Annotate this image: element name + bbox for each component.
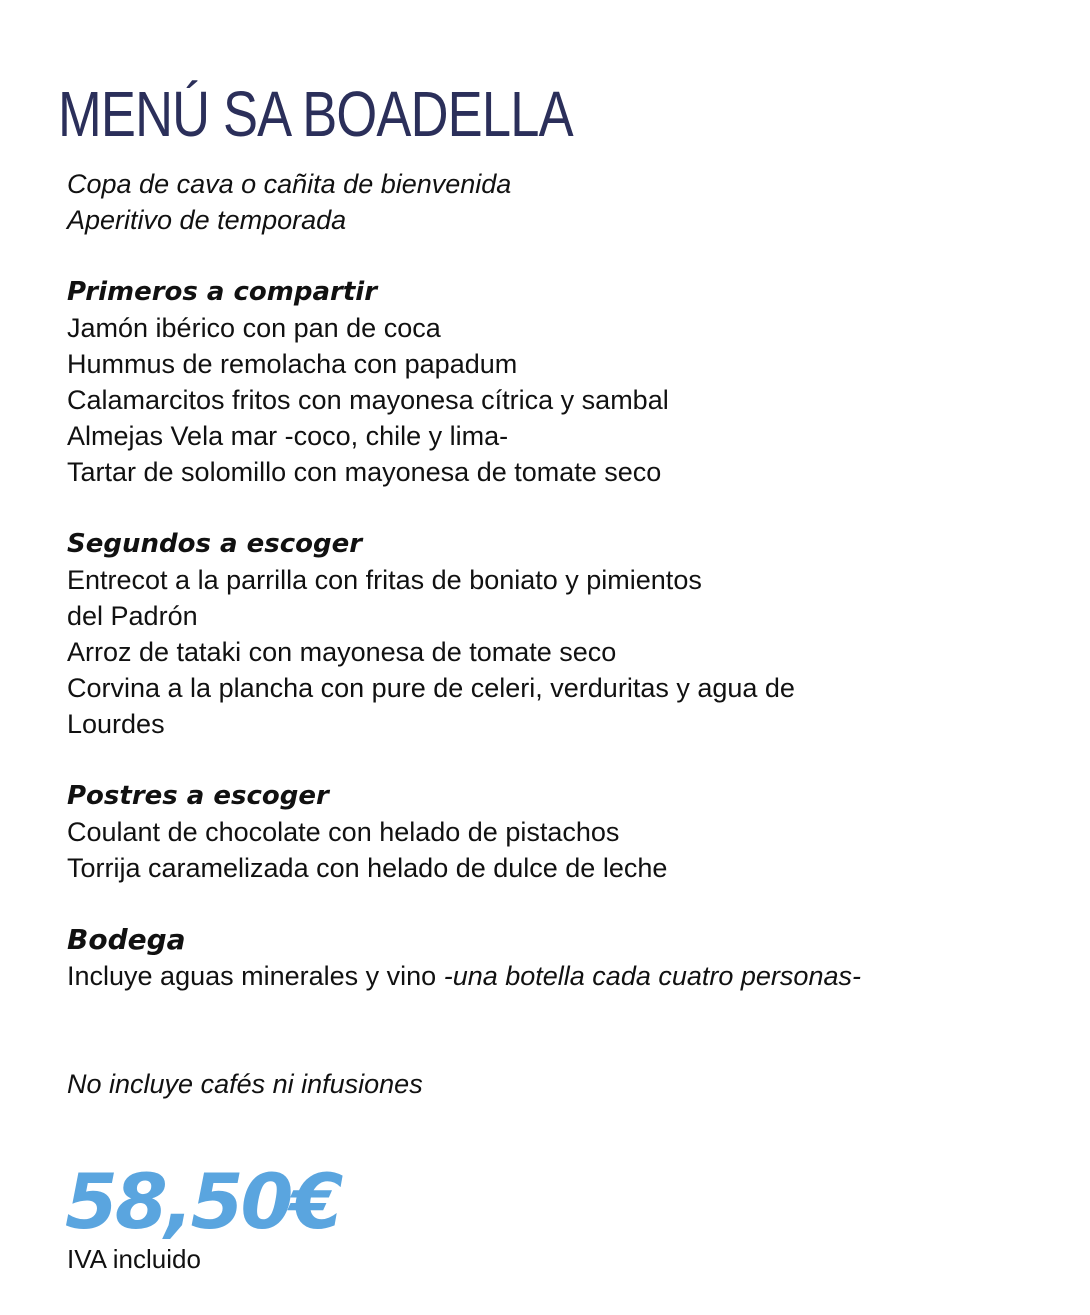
section-heading: Segundos a escoger <box>67 529 363 559</box>
menu-title: MENÚ SA BOADELLA <box>58 78 573 150</box>
menu-item: Hummus de remolacha con papadum <box>67 349 518 379</box>
section-primeros <box>67 274 1047 490</box>
bodega-text: Incluye aguas minerales y vino <box>67 961 444 991</box>
section-heading: Primeros a compartir <box>67 277 378 307</box>
section-heading: Postres a escoger <box>67 781 329 811</box>
section-heading: Bodega <box>67 923 186 956</box>
menu-price: 58,50€ <box>65 1157 341 1246</box>
menu-item: Coulant de chocolate con helado de pistachos <box>67 817 620 847</box>
menu-item: Tartar de solomillo con mayonesa de tomate seco <box>67 457 662 487</box>
exclusion-note: No incluye cafés ni infusiones <box>67 1069 423 1099</box>
menu-item: Torrija caramelizada con helado de dulce de leche <box>67 853 668 883</box>
bodega-line <box>67 958 1047 994</box>
intro-line: Copa de cava o cañita de bienvenida <box>67 169 512 199</box>
intro-line: Aperitivo de temporada <box>67 205 347 235</box>
menu-item: Arroz de tataki con mayonesa de tomate seco <box>67 637 617 667</box>
menu-item: Entrecot a la parrilla con fritas de boniato y pimientos <box>67 565 702 595</box>
menu-item: Corvina a la plancha con pure de celeri, verduritas y agua de <box>67 673 795 703</box>
menu-item: Jamón ibérico con pan de coca <box>67 313 441 343</box>
section-postres <box>67 778 1047 886</box>
section-bodega <box>67 922 1047 994</box>
menu-content <box>67 166 1047 1274</box>
bodega-note: -una botella cada cuatro personas- <box>443 961 861 991</box>
section-segundos <box>67 526 1047 742</box>
menu-item: del Padrón <box>67 601 198 631</box>
tax-note: IVA incluido <box>67 1244 201 1274</box>
menu-item: Calamarcitos fritos con mayonesa cítrica y sambal <box>67 385 669 415</box>
menu-item: Lourdes <box>67 709 165 739</box>
menu-item: Almejas Vela mar -coco, chile y lima- <box>67 421 509 451</box>
